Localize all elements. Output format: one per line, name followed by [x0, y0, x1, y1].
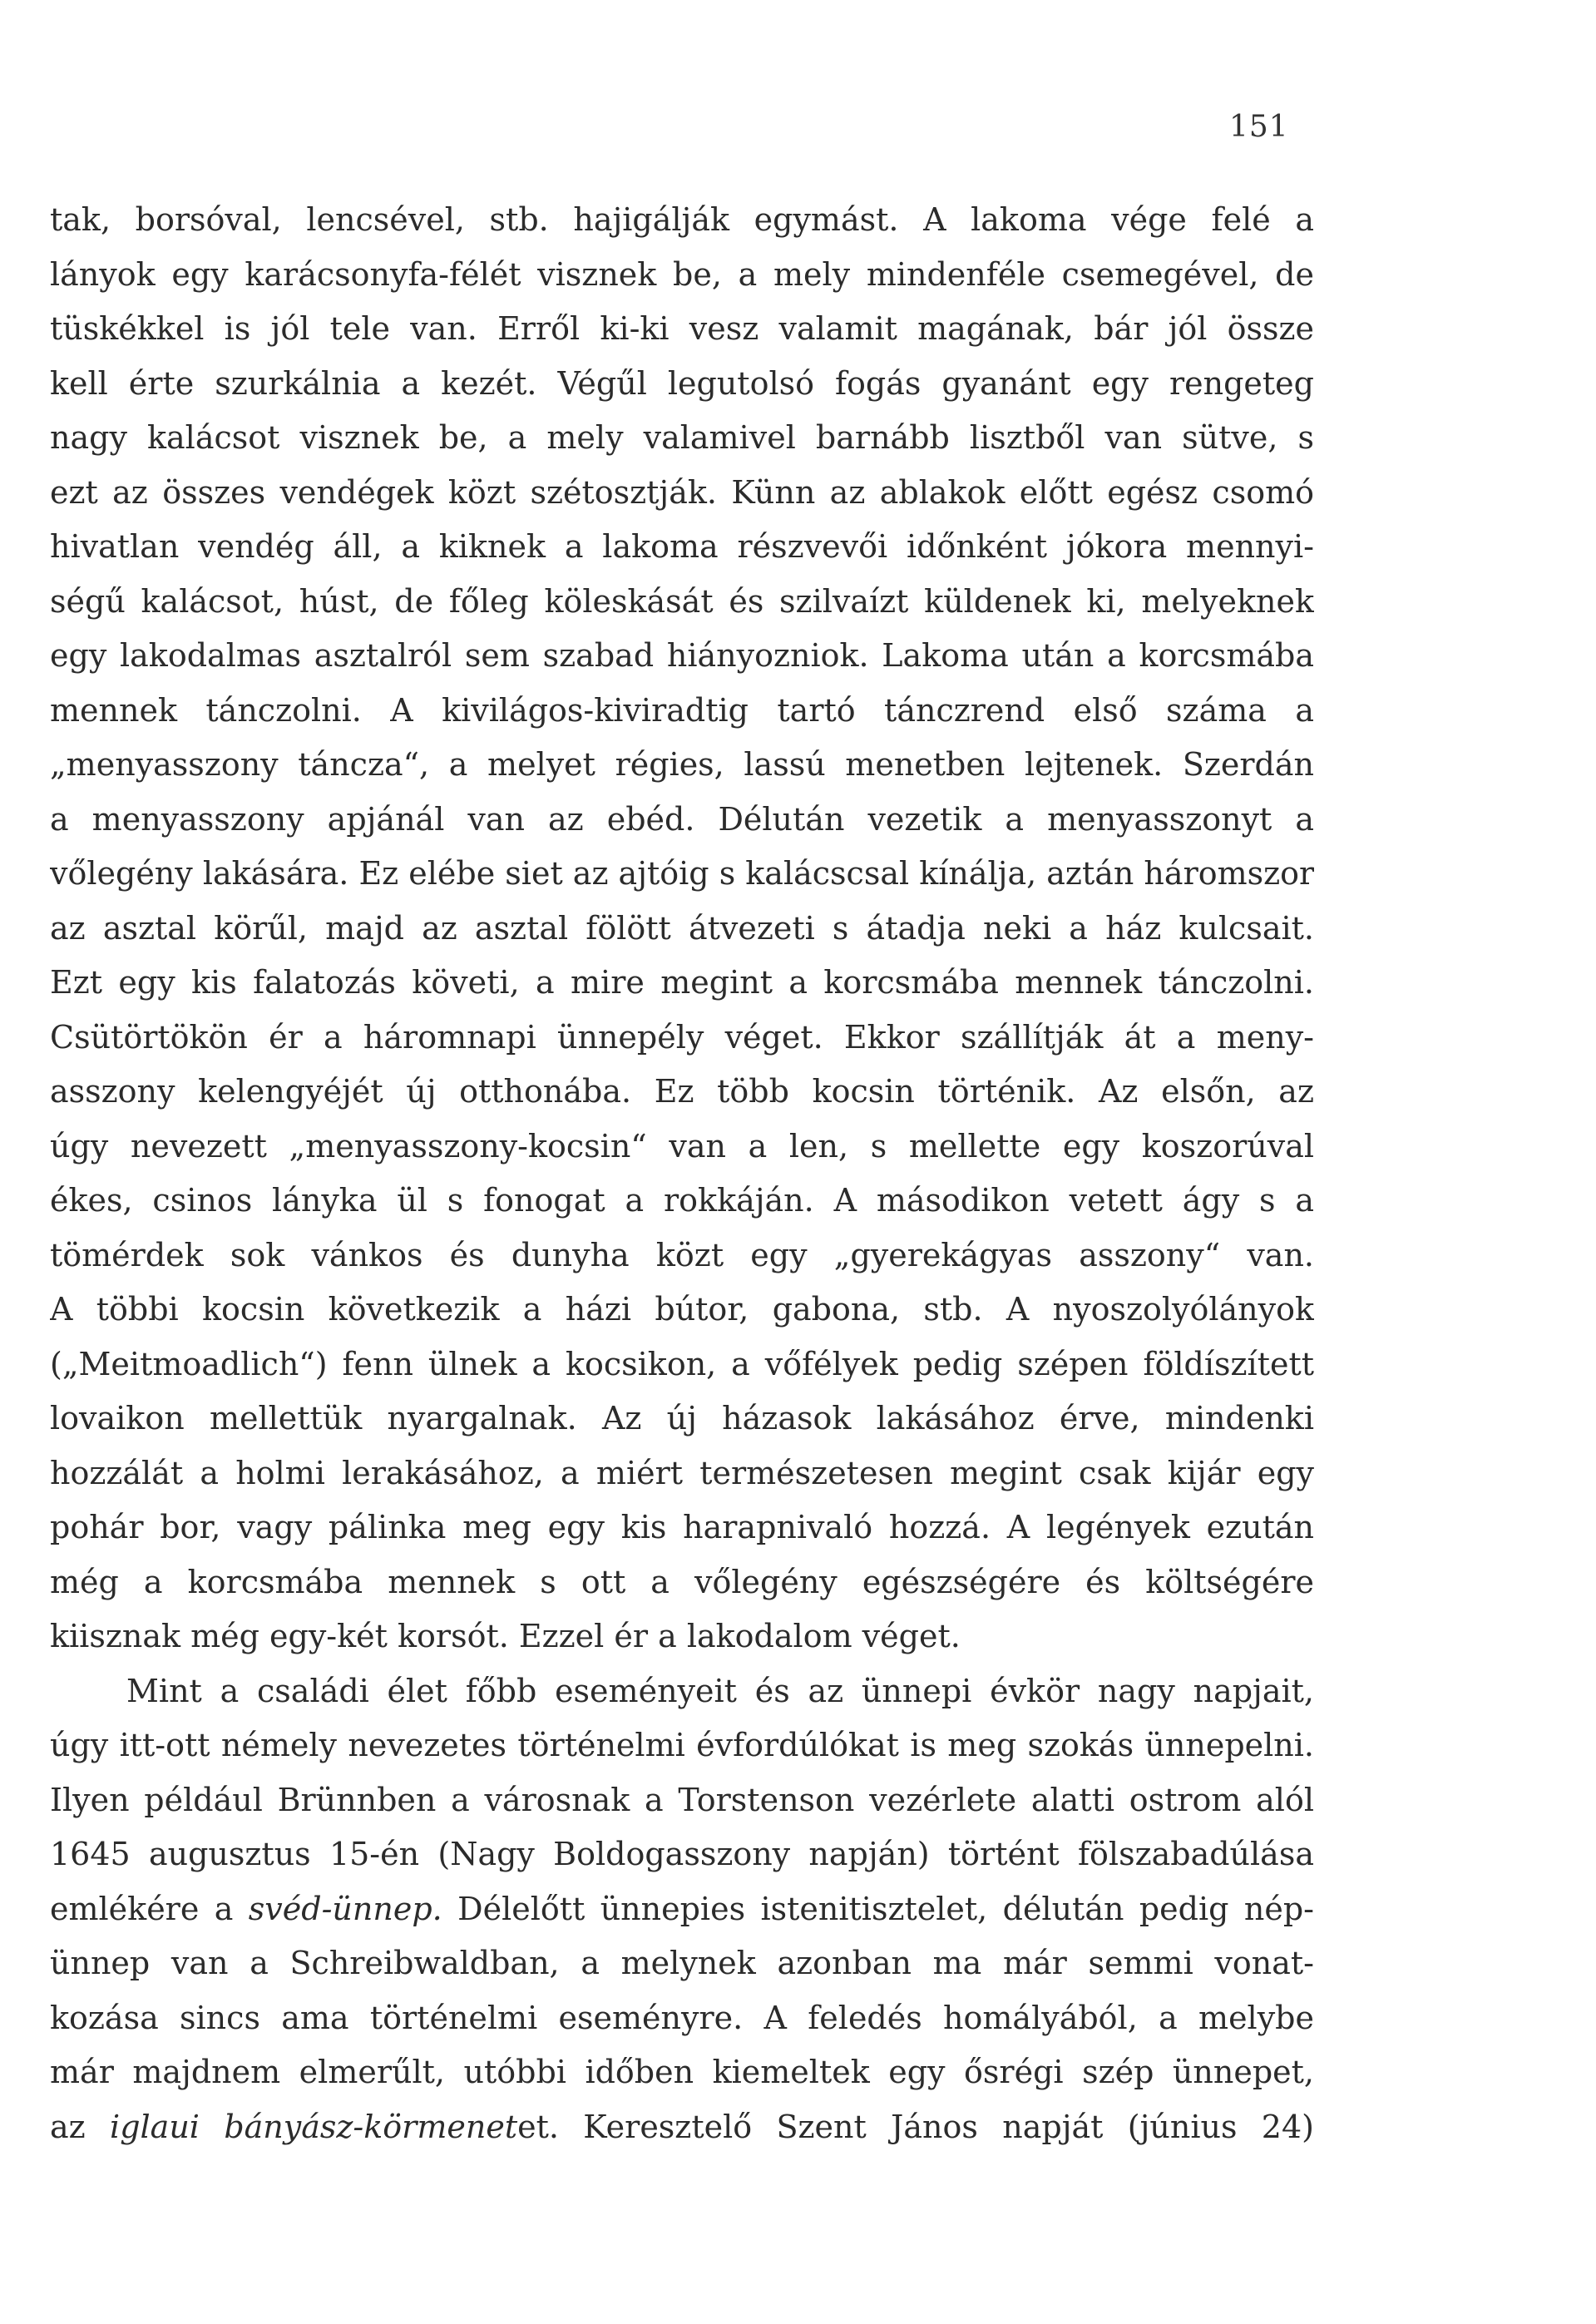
text-segment: et. Keresztelő Szent János napját (június 24) [517, 2108, 1314, 2145]
text-line: Ilyen például Brünnben a városnak a Torstenson vezérlete alatti ostrom alól [50, 1781, 1314, 1818]
text-line-with-emphasis [50, 2100, 1314, 2155]
text-line: kell érte szurkálnia a kezét. Végűl legutolsó fogás gyanánt egy rengeteg [50, 364, 1314, 402]
text-line: a menyasszony apjánál van az ebéd. Délután vezetik a menyasszonyt a [50, 800, 1314, 838]
text-line: („Meitmoadlich“) fenn ülnek a kocsikon, a vőfélyek pedig szépen földíszített [50, 1345, 1314, 1382]
emphasized-term: iglaui bányász-körmenet [110, 2108, 518, 2145]
text-line: úgy itt-ott némely nevezetes történelmi évfordúlókat is meg szokás ünnepelni. [50, 1727, 1314, 1763]
emphasized-term: svéd-ünnep. [248, 1890, 442, 1927]
text-line: Ezt egy kis falatozás követi, a mire megint a korcsmába mennek tánczolni. [50, 964, 1314, 1001]
text-line: úgy nevezett „menyasszony-kocsin“ van a len, s mellette egy koszorúval [50, 1127, 1314, 1164]
text-line: 1645 augusztus 15-én (Nagy Boldogasszony napján) történt fölszabadúlása [50, 1836, 1314, 1872]
text-line: kiisznak még egy-két korsót. Ezzel ér a lakodalom véget. [50, 1618, 961, 1654]
text-line: Csütörtökön ér a háromnapi ünnepély véget. Ekkor szállítják át a meny- [50, 1018, 1314, 1056]
text-line: ékes, csinos lányka ül s fonogat a rokkáján. A másodikon vetett ágy s a [50, 1182, 1314, 1219]
text-line: egy lakodalmas asztalról sem szabad hiányozniok. Lakoma után a korcsmába [50, 637, 1314, 674]
text-line: ezt az összes vendégek közt szétosztják. Künn az ablakok előtt egész csomó [50, 473, 1314, 511]
text-line: Mint a családi élet főbb eseményeit és az ünnepi évkör nagy napjait, [126, 1672, 1314, 1709]
text-line: „menyasszony táncza“, a melyet régies, lassú menetben lejtenek. Szerdán [50, 746, 1314, 783]
page-body [50, 193, 1314, 2154]
text-line: nagy kalácsot visznek be, a mely valamivel barnább lisztből van sütve, s [50, 419, 1314, 456]
text-segment: az [50, 2108, 111, 2145]
text-line: ünnep van a Schreibwaldban, a melynek azonban ma már semmi vonat- [50, 1945, 1314, 1981]
text-line: tömérdek sok vánkos és dunyha közt egy „gyerekágyas asszony“ van. [50, 1236, 1314, 1273]
text-line: lányok egy karácsonyfa-félét visznek be, a mely mindenféle csemegével, de [50, 255, 1314, 293]
text-line: kozása sincs ama történelmi eseményre. A feledés homályából, a melybe [50, 1999, 1314, 2036]
text-line: vőlegény lakására. Ez elébe siet az ajtóig s kalácscsal kínálja, aztán háromszor [50, 855, 1314, 892]
text-line: tak, borsóval, lencsével, stb. hajigálják egymást. A lakoma vége felé a [50, 201, 1314, 238]
text-line: lovaikon mellettük nyargalnak. Az új házasok lakásához érve, mindenki [50, 1400, 1314, 1436]
text-line: ségű kalácsot, húst, de főleg köleskását és szilvaízt küldenek ki, melyeknek [50, 582, 1314, 620]
text-line: pohár bor, vagy pálinka meg egy kis harapnivaló hozzá. A legények ezután [50, 1509, 1314, 1545]
text-line-with-emphasis [50, 1882, 1314, 1937]
text-line: asszony kelengyéjét új otthonába. Ez több kocsin történik. Az elsőn, az [50, 1073, 1314, 1110]
text-segment: emlékére a [50, 1890, 249, 1927]
text-line: hivatlan vendég áll, a kiknek a lakoma részvevői időnként jókora mennyi- [50, 528, 1314, 565]
text-line: hozzálát a holmi lerakásához, a miért természetesen megint csak kijár egy [50, 1454, 1314, 1491]
text-line: A többi kocsin következik a házi bútor, gabona, stb. A nyoszolyólányok [50, 1291, 1314, 1328]
text-line: az asztal körűl, majd az asztal fölött átvezeti s átadja neki a ház kulcsait. [50, 909, 1314, 947]
text-line: mennek tánczolni. A kivilágos-kiviradtig tartó tánczrend első száma a [50, 691, 1314, 729]
text-line: tüskékkel is jól tele van. Erről ki-ki vesz valamit magának, bár jól össze [50, 310, 1314, 347]
page-number: 151 [1229, 110, 1289, 144]
text-segment: Délelőtt ünnepies istenitisztelet, délután pedig nép- [442, 1890, 1314, 1927]
text-line: még a korcsmába mennek s ott a vőlegény egészségére és költségére [50, 1563, 1314, 1600]
text-line: már majdnem elmerűlt, utóbbi időben kiemeltek egy ősrégi szép ünnepet, [50, 2054, 1314, 2090]
